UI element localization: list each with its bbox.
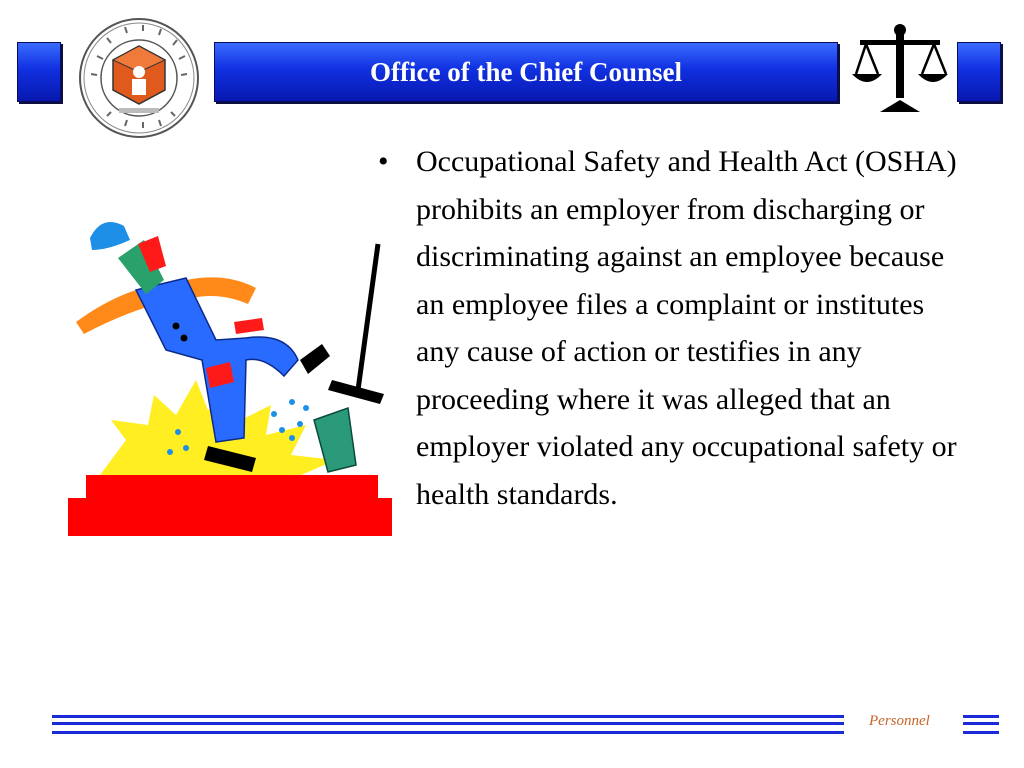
header-title-bar [214, 42, 838, 102]
footer-section-label: Personnel [869, 713, 930, 729]
footer-rule-top-right [963, 715, 999, 718]
footer-rule-bottom-right [963, 731, 999, 734]
bullet-text: Occupational Safety and Health Act (OSHA) prohibits an employer from discharging or discriminating against an employee because an employee files a complaint or institutes any cause of action or testifies in any proceeding where it was alleged that an employer violated any occupational safety or health standards. [416, 145, 957, 511]
header-right-block [957, 42, 1001, 102]
footer-rule-bottom-left [52, 731, 844, 734]
page-title: Office of the Chief Counsel [370, 56, 682, 87]
scales-of-justice-icon [852, 22, 948, 114]
bullet-marker: • [378, 145, 389, 178]
footer-rule-mid-right [963, 722, 999, 725]
header-left-block [17, 42, 61, 102]
footer-rule-top-left [52, 715, 844, 718]
school-district-logo [77, 16, 201, 140]
workplace-accident-illustration [66, 210, 396, 540]
bullet-content [378, 138, 958, 518]
footer-rule-mid-left [52, 722, 844, 725]
